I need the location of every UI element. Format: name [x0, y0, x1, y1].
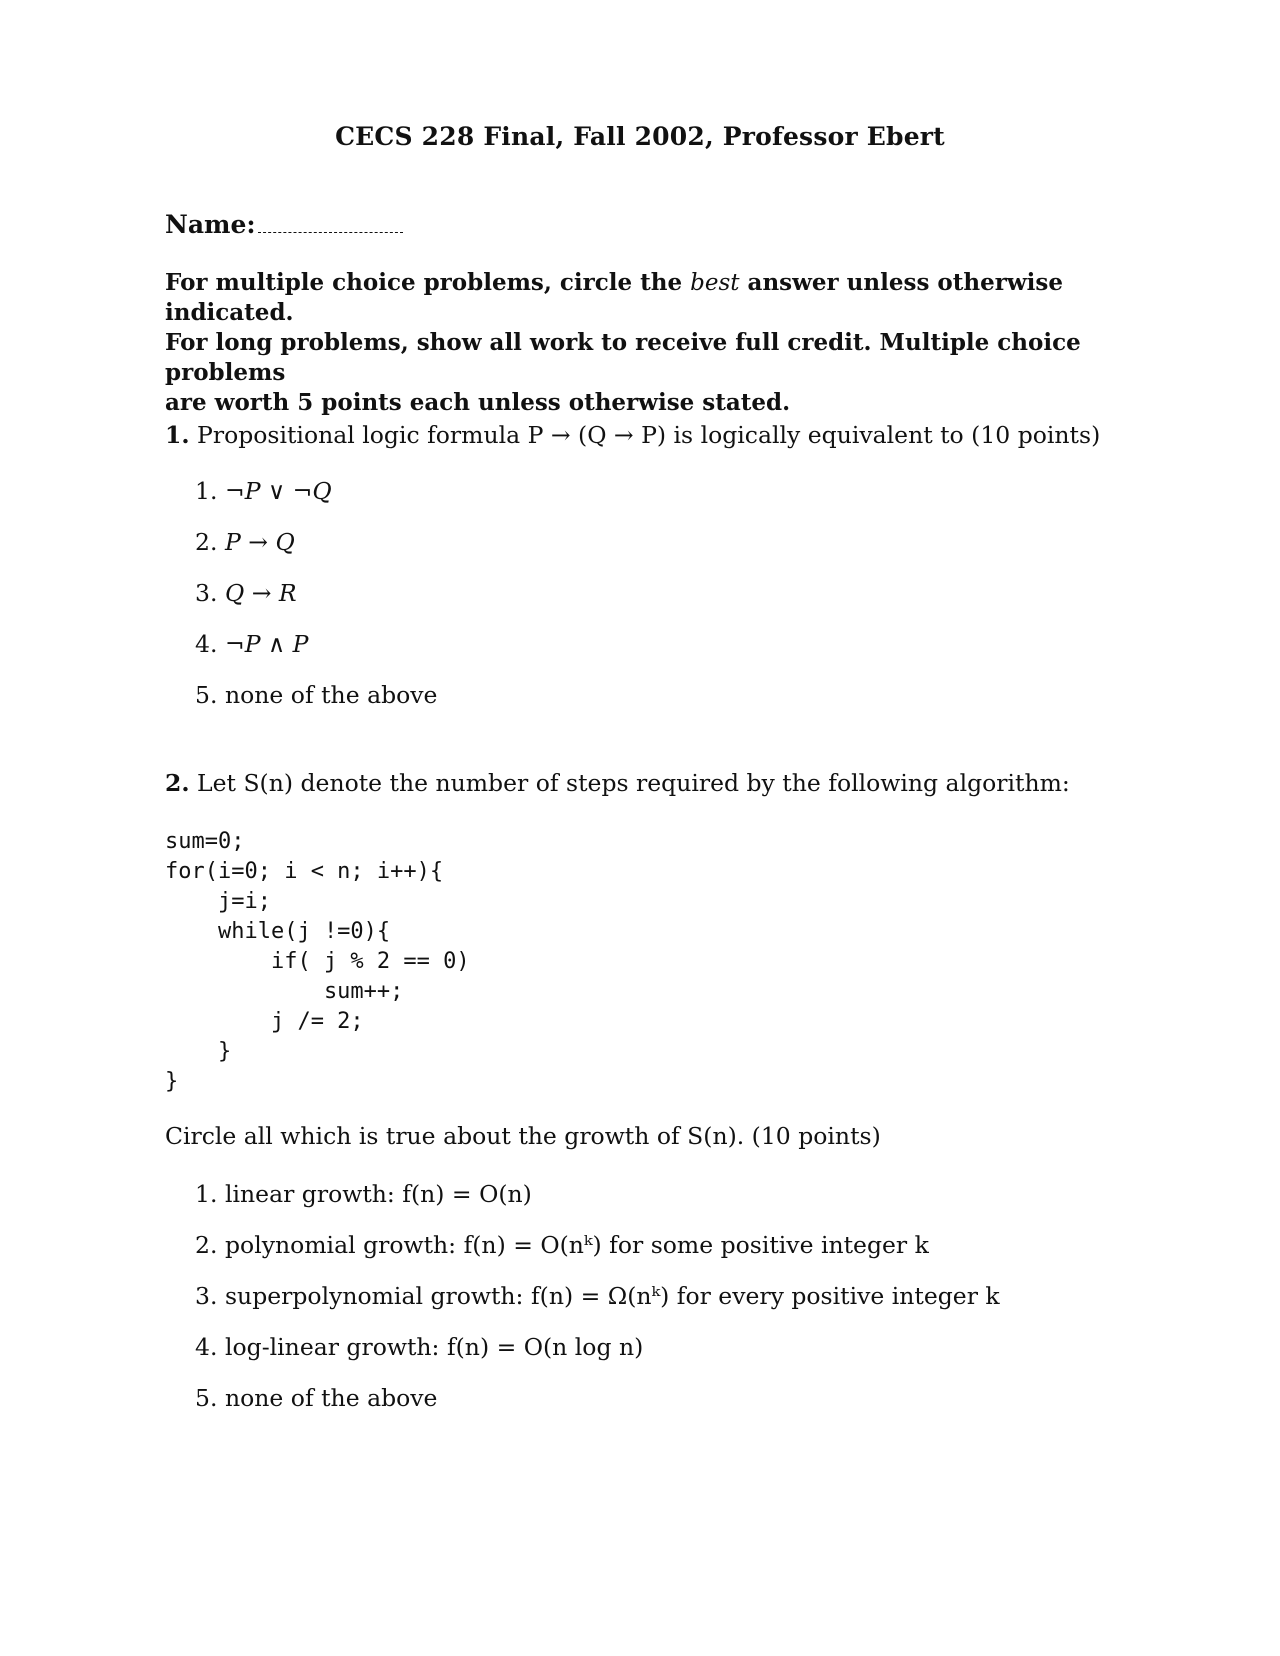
- choice-item[interactable]: 2. P → Q: [195, 528, 295, 556]
- question-1: [165, 420, 1100, 450]
- instructions-line-3: are worth 5 points each unless otherwise stated.: [165, 389, 791, 416]
- name-blank-line: [258, 214, 403, 233]
- choice-item[interactable]: 4. ¬P ∧ P: [195, 630, 309, 658]
- algorithm-code: sum=0; for(i=0; i < n; i++){ j=i; while(j !=0){ if( j % 2 == 0) sum++; j /= 2; } }: [165, 829, 470, 1094]
- question-2-number: 2.: [165, 769, 190, 797]
- question-2-choices: [195, 1179, 1000, 1434]
- question-1-number: 1.: [165, 421, 190, 449]
- name-field: [165, 210, 403, 239]
- question-2-prompt: Circle all which is true about the growth of S(n). (10 points): [165, 1122, 881, 1150]
- exam-title: CECS 228 Final, Fall 2002, Professor Ebert: [335, 122, 945, 151]
- instructions-line-1: For multiple choice problems, circle the best answer unless otherwise indicated.: [165, 269, 1063, 326]
- instructions-line-2: For long problems, show all work to receive full credit. Multiple choice problems: [165, 329, 1081, 386]
- choice-item[interactable]: 2. polynomial growth: f(n) = O(nᵏ) for some positive integer k: [195, 1231, 929, 1259]
- choice-item[interactable]: 1. ¬P ∨ ¬Q: [195, 477, 332, 505]
- choice-item[interactable]: 4. log-linear growth: f(n) = O(n log n): [195, 1333, 644, 1361]
- choice-item[interactable]: 1. linear growth: f(n) = O(n): [195, 1180, 532, 1208]
- emphasis-best: best: [690, 270, 740, 296]
- question-2-text: Let S(n) denote the number of steps required by the following algorithm:: [197, 769, 1070, 797]
- question-1-choices: [195, 476, 437, 731]
- instructions: [165, 268, 1145, 418]
- choice-item[interactable]: 3. superpolynomial growth: f(n) = Ω(nᵏ) for every positive integer k: [195, 1282, 1000, 1310]
- question-2: [165, 768, 1070, 798]
- name-label: Name:: [165, 210, 256, 239]
- question-1-text: Propositional logic formula P → (Q → P) is logically equivalent to (10 points): [197, 421, 1101, 449]
- choice-item[interactable]: 5. none of the above: [195, 1384, 438, 1412]
- choice-item[interactable]: 5. none of the above: [195, 681, 438, 709]
- choice-item[interactable]: 3. Q → R: [195, 579, 297, 607]
